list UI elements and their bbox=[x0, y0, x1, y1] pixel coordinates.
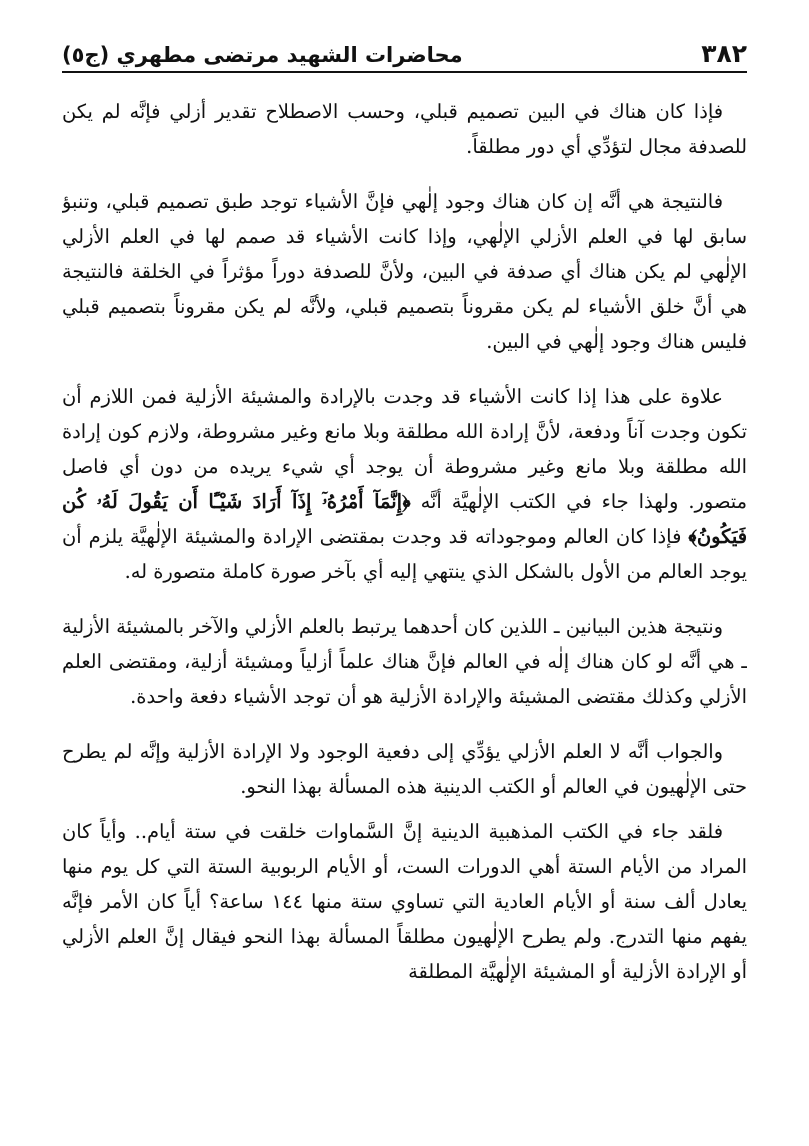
body-text bbox=[62, 94, 747, 1126]
running-title: محاضرات الشهيد مرتضى مطهري (ج٥) bbox=[62, 43, 463, 67]
quran-verse: ﴿إِنَّمَآ أَمْرُهُۥٓ إِذَآ أَرَادَ شَيْـًٔا أَن يَقُولَ لَهُۥ كُن فَيَكُونُ﴾ bbox=[62, 490, 747, 548]
paragraph: فلقد جاء في الكتب المذهبية الدينية إنَّ السَّماوات خلقت في ستة أيام.. وأياً كان المراد من الأيام الستة أهي الدورات الست، أو الأيام الربوبية الستة التي كل يوم منها يعادل ألف سنة أو الأيام العادية التي تساوي ستة منها ١٤٤ ساعة؟ أياً كان الأمر فإنَّه يفهم منها التدرج. ولم يطرح الإلٰهيون مطلقاً المسألة بهذا النحو فيقال إنَّ العلم الأزلي أو الإرادة الأزلية أو المشيئة الإلٰهيَّة المطلقة bbox=[62, 820, 747, 983]
paragraph-text: فإذا كان العالم وموجوداته قد وجدت بمقتضى الإرادة والمشيئة الإلٰهيَّة يلزم أن يوجد العالم من الأول بالشكل الذي ينتهي إليه أي بآخر صورة كاملة متصورة له. bbox=[62, 525, 747, 583]
paragraph bbox=[62, 379, 747, 589]
paragraph: والجواب أنَّه لا العلم الأزلي يؤدِّي إلى دفعية الوجود ولا الإرادة الأزلية وإنَّه لم يطرح حتى الإلٰهيون في العالم أو الكتب الدينية هذه المسألة بهذا النحو. bbox=[62, 740, 747, 798]
page-number: ٣٨٢ bbox=[701, 39, 747, 68]
paragraph: فالنتيجة هي أنَّه إن كان هناك وجود إلٰهي فإنَّ الأشياء توجد طبق تصميم قبلي، وتنبؤ سابق لها في العلم الأزلي الإلٰهي، وإذا كانت الأشياء قد صمم لها في العلم الأزلي الإلٰهي لم يكن هناك أي صدفة في البين، ولأنَّ للصدفة دوراً مؤثراً في الخلقة فالنتيجة هي أنَّ خلق الأشياء لم يكن مقروناً بتصميم قبلي، ولأنَّه لم يكن مقروناً بتصميم قبلي فليس هناك وجود إلٰهي في البين. bbox=[62, 190, 747, 353]
paragraph: فإذا كان هناك في البين تصميم قبلي، وحسب الاصطلاح تقدير أزلي فإنَّه لم يكن للصدفة مجال لتؤدِّي أي دور مطلقاً. bbox=[62, 100, 747, 158]
paragraph-text: علاوة على هذا إذا كانت الأشياء قد وجدت بالإرادة والمشيئة الأزلية فمن اللازم أن تكون وجدت آناً ودفعة، لأنَّ إرادة الله مطلقة وبلا مانع وغير مشروطة، ولازم كون إرادة الله مطلقة وبلا مانع وغير مشروطة أن يوجد أي شيء يريده من دون أي فاصل متصور. ولهذا جاء في الكتب الإلٰهيَّة أنَّه bbox=[62, 385, 747, 513]
paragraph: ونتيجة هذين البيانين ـ اللذين كان أحدهما يرتبط بالعلم الأزلي والآخر بالمشيئة الأزلية ـ هي أنَّه لو كان هناك إلٰه في العالم فإنَّ هناك علماً أزلياً ومشيئة أزلية، ومقتضى العلم الأزلي وكذلك مقتضى المشيئة والإرادة الأزلية هو أن توجد الأشياء دفعة واحدة. bbox=[62, 615, 747, 708]
page-header bbox=[62, 26, 747, 73]
